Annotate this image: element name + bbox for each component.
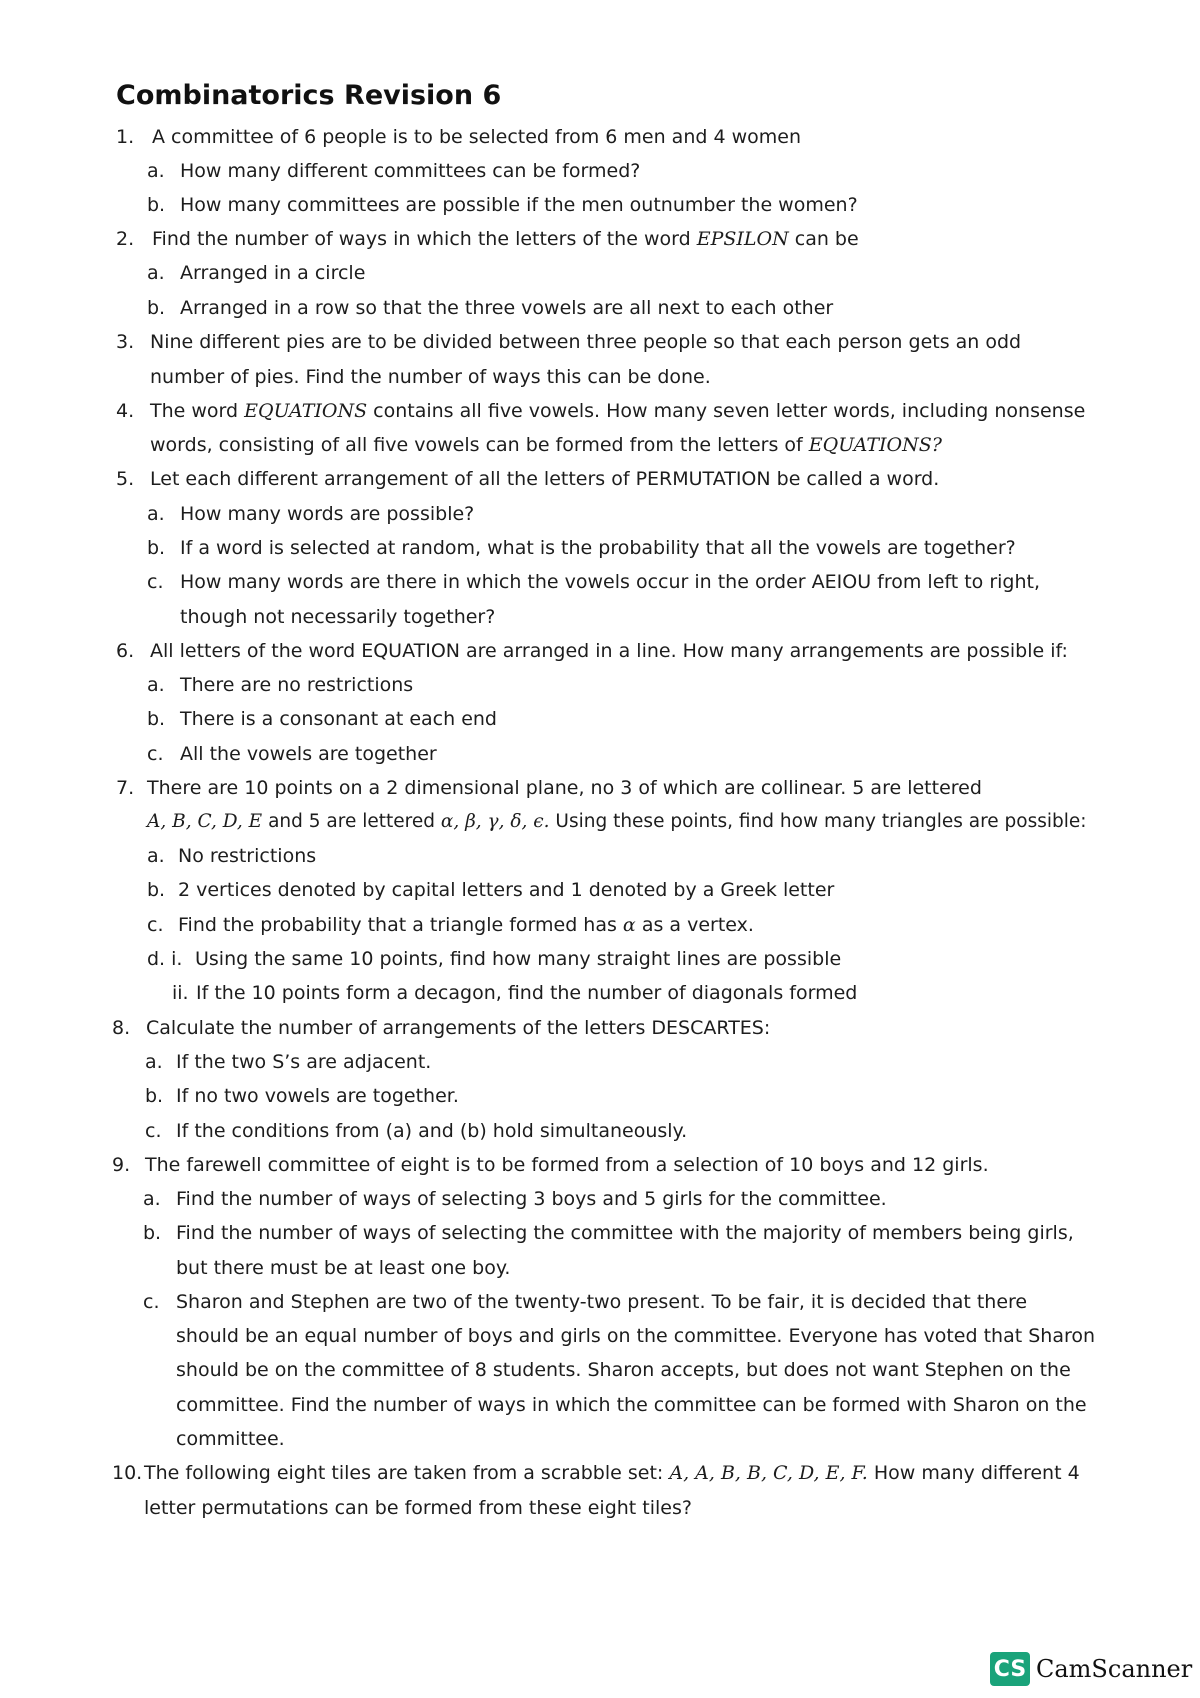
question-number: 5. xyxy=(116,468,135,490)
question-text: There are 10 points on a 2 dimensional plane, no 3 of which are collinear. 5 are lettered xyxy=(147,777,982,799)
question-number: 3. xyxy=(116,331,135,353)
part-text: Find the number of ways of selecting the committee with the majority of members being girls, xyxy=(176,1222,1074,1244)
question-9c-cont xyxy=(176,1394,1087,1416)
math-word: EPSILON xyxy=(696,228,789,250)
question-6c xyxy=(147,743,437,765)
question-9b-cont xyxy=(176,1257,510,1279)
question-9 xyxy=(112,1154,989,1176)
question-text-end: Using these points, find how many triangles are possible: xyxy=(555,811,1087,832)
part-text: How many words are possible? xyxy=(180,503,475,525)
math-greek: α, β, γ, δ, ϵ. xyxy=(440,811,550,832)
question-7d-i xyxy=(147,948,841,970)
part-label: a. xyxy=(147,503,165,525)
part-text: though not necessarily together? xyxy=(180,606,496,628)
part-label: ii. xyxy=(172,982,189,1004)
part-text: If a word is selected at random, what is the probability that all the vowels are together? xyxy=(180,537,1016,559)
question-7b xyxy=(147,879,834,901)
math-word: EQUATIONS xyxy=(244,400,368,422)
part-text: should be an equal number of boys and girls on the committee. Everyone has voted that Sharon xyxy=(176,1325,1096,1347)
part-label: b. xyxy=(147,708,166,730)
question-3 xyxy=(116,331,1021,353)
part-text: Find the probability that a triangle formed has xyxy=(178,914,617,936)
question-number: 10. xyxy=(112,1462,143,1484)
part-label: a. xyxy=(143,1188,161,1210)
question-6b xyxy=(147,708,497,730)
part-label: c. xyxy=(147,743,164,765)
part-text: There is a consonant at each end xyxy=(180,708,497,730)
part-text: but there must be at least one boy. xyxy=(176,1257,511,1279)
question-text: letter permutations can be formed from these eight tiles? xyxy=(144,1497,692,1519)
part-text-end: as a vertex. xyxy=(641,914,754,936)
question-7-cont xyxy=(147,811,1087,833)
question-9a xyxy=(143,1188,887,1210)
part-text: How many different committees can be formed? xyxy=(180,160,641,182)
part-label: a. xyxy=(147,262,165,284)
part-text: No restrictions xyxy=(178,845,317,867)
question-text-end: How many different 4 xyxy=(873,1462,1080,1484)
question-5 xyxy=(116,468,939,490)
part-text: committee. xyxy=(176,1428,285,1450)
question-7d-ii xyxy=(172,982,857,1004)
part-label: a. xyxy=(147,160,165,182)
question-8c xyxy=(145,1120,687,1142)
part-label: b. xyxy=(145,1085,164,1107)
part-label: b. xyxy=(147,194,166,216)
question-text: The farewell committee of eight is to be formed from a selection of 10 boys and 12 girls. xyxy=(145,1154,989,1176)
part-text: should be on the committee of 8 students. Sharon accepts, but does not want Stephen on the xyxy=(176,1359,1071,1381)
question-6 xyxy=(116,640,1068,662)
question-text: Calculate the number of arrangements of the letters DESCARTES: xyxy=(146,1017,771,1039)
question-1a xyxy=(147,160,640,182)
math-word: EQUATIONS? xyxy=(808,434,942,456)
part-text: If the two S’s are adjacent. xyxy=(176,1051,432,1073)
question-text: Nine different pies are to be divided between three people so that each person gets an odd xyxy=(150,331,1022,353)
question-text: All letters of the word EQUATION are arranged in a line. How many arrangements are possible if: xyxy=(150,640,1068,662)
part-label: c. xyxy=(143,1291,160,1313)
part-text: Using the same 10 points, find how many straight lines are possible xyxy=(195,948,842,970)
camscanner-logo-icon: CS xyxy=(990,1652,1030,1686)
question-4-cont xyxy=(150,434,942,456)
question-5c-cont xyxy=(180,606,495,628)
question-10 xyxy=(112,1462,1080,1484)
question-8a xyxy=(145,1051,431,1073)
math-symbol: α xyxy=(622,914,636,936)
question-10-cont xyxy=(144,1497,692,1519)
part-text: There are no restrictions xyxy=(180,674,414,696)
part-label: d. i. xyxy=(147,948,183,970)
question-9c-cont xyxy=(176,1359,1071,1381)
part-text: Arranged in a row so that the three vowels are all next to each other xyxy=(180,297,834,319)
question-8 xyxy=(112,1017,770,1039)
part-text: Find the number of ways of selecting 3 boys and 5 girls for the committee. xyxy=(176,1188,887,1210)
question-number: 8. xyxy=(112,1017,131,1039)
question-number: 9. xyxy=(112,1154,131,1176)
part-text: All the vowels are together xyxy=(180,743,437,765)
part-text: If the conditions from (a) and (b) hold simultaneously. xyxy=(176,1120,688,1142)
part-label: b. xyxy=(147,297,166,319)
question-4 xyxy=(116,400,1085,422)
question-text: Find the number of ways in which the letters of the word xyxy=(152,228,691,250)
part-text: committee. Find the number of ways in which the committee can be formed with Sharon on the xyxy=(176,1394,1087,1416)
question-text: and 5 are lettered xyxy=(268,811,435,832)
camscanner-brand: CamScanner xyxy=(1036,1655,1193,1683)
question-9c xyxy=(143,1291,1027,1313)
question-number: 1. xyxy=(116,126,135,148)
question-2 xyxy=(116,228,859,250)
part-label: c. xyxy=(147,914,164,936)
question-text: The word xyxy=(150,400,239,422)
question-2a xyxy=(147,262,365,284)
question-9b xyxy=(143,1222,1074,1244)
question-number: 2. xyxy=(116,228,135,250)
question-text: Let each different arrangement of all the letters of PERMUTATION be called a word. xyxy=(150,468,940,490)
part-label: a. xyxy=(147,845,165,867)
part-label: b. xyxy=(143,1222,162,1244)
part-label: b. xyxy=(147,537,166,559)
question-1 xyxy=(116,126,801,148)
question-7a xyxy=(147,845,316,867)
question-1b xyxy=(147,194,858,216)
part-label: b. xyxy=(147,879,166,901)
part-text: How many words are there in which the vowels occur in the order AEIOU from left to right, xyxy=(180,571,1041,593)
part-text: How many committees are possible if the men outnumber the women? xyxy=(180,194,858,216)
part-label: a. xyxy=(147,674,165,696)
part-text: 2 vertices denoted by capital letters and 1 denoted by a Greek letter xyxy=(178,879,835,901)
math-capitals: A, B, C, D, E xyxy=(147,811,263,832)
question-7c xyxy=(147,914,754,936)
question-2b xyxy=(147,297,833,319)
question-5c xyxy=(147,571,1040,593)
question-number: 7. xyxy=(116,777,135,799)
part-text: Sharon and Stephen are two of the twenty-two present. To be fair, it is decided that there xyxy=(176,1291,1028,1313)
part-text: If the 10 points form a decagon, find the number of diagonals formed xyxy=(196,982,858,1004)
question-text: number of pies. Find the number of ways this can be done. xyxy=(150,366,711,388)
question-7 xyxy=(116,777,982,799)
question-8b xyxy=(145,1085,459,1107)
question-text: The following eight tiles are taken from a scrabble set: xyxy=(144,1462,664,1484)
question-6a xyxy=(147,674,413,696)
question-text: A committee of 6 people is to be selected from 6 men and 4 women xyxy=(152,126,801,148)
question-text-end: contains all five vowels. How many seven letter words, including nonsense xyxy=(373,400,1086,422)
part-label: c. xyxy=(145,1120,162,1142)
question-5b xyxy=(147,537,1016,559)
part-label: c. xyxy=(147,571,164,593)
camscanner-watermark xyxy=(990,1652,1192,1686)
question-number: 4. xyxy=(116,400,135,422)
question-text: words, consisting of all five vowels can be formed from the letters of xyxy=(150,434,803,456)
question-9c-cont xyxy=(176,1325,1095,1347)
page-title: Combinatorics Revision 6 xyxy=(116,80,502,111)
part-text: If no two vowels are together. xyxy=(176,1085,459,1107)
question-number: 6. xyxy=(116,640,135,662)
part-label: a. xyxy=(145,1051,163,1073)
math-tiles: A, A, B, B, C, D, E, F. xyxy=(669,1462,868,1484)
part-text: Arranged in a circle xyxy=(180,262,366,284)
question-9c-cont xyxy=(176,1428,285,1450)
question-text-end: can be xyxy=(794,228,859,250)
question-3-cont xyxy=(150,366,711,388)
question-5a xyxy=(147,503,474,525)
